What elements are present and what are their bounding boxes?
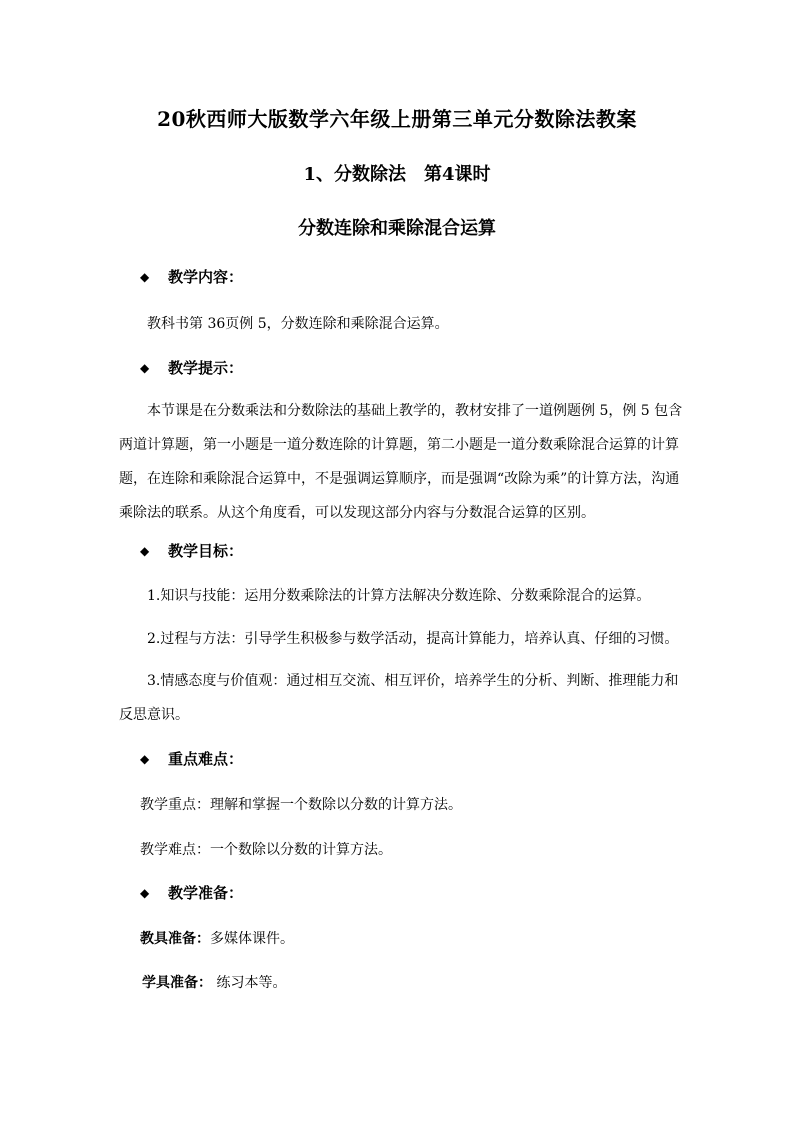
section-heading-content	[140, 266, 243, 287]
section-heading-label: 教学内容：	[168, 268, 244, 286]
teacher-prep	[140, 928, 294, 948]
section-heading-key	[140, 748, 243, 769]
section-heading-label: 教学提示：	[168, 359, 244, 377]
diamond-bullet-icon: ◆	[140, 885, 150, 900]
lesson-subtitle: 1、分数除法 第4课时	[303, 164, 491, 185]
teacher-prep-text: 多媒体课件。	[210, 931, 294, 947]
student-prep-text: 练习本等。	[212, 975, 287, 991]
section-heading-label: 重点难点：	[168, 750, 244, 768]
section-heading-goals	[140, 540, 243, 561]
lesson-topic: 分数连除和乘除混合运算	[298, 218, 496, 239]
section-heading-label: 教学准备：	[168, 884, 244, 902]
diamond-bullet-icon: ◆	[140, 269, 150, 284]
key-point-text: 教学重点：理解和掌握一个数除以分数的计算方法。	[140, 797, 462, 813]
difficulty-text: 教学难点：一个数除以分数的计算方法。	[140, 842, 392, 858]
diamond-bullet-icon: ◆	[140, 543, 150, 558]
goal-item: 1.知识与技能：运用分数乘除法的计算方法解决分数连除、分数乘除混合的运算。	[147, 588, 651, 604]
hint-paragraph: 本节课是在分数乘法和分数除法的基础上教学的，教材安排了一道例题例 5，例 5 包含两道计算题，第一小题是一道分数连除的计算题，第二小题是一道分数乘除混合运算的计算题，在连除和乘除混合运算中，不是强调运算顺序，而是强调“改除为乘”的计算方法，沟通乘除法的联系。从这个角度看，可以发现这部分内容与分数混合运算的区别。	[119, 403, 683, 521]
document-title: 20秋西师大版数学六年级上册第三单元分数除法教案	[157, 107, 637, 131]
section-heading-label: 教学目标：	[168, 542, 244, 560]
student-prep	[142, 972, 286, 992]
teacher-prep-label: 教具准备：	[140, 931, 210, 947]
section-heading-hint	[140, 357, 243, 378]
diamond-bullet-icon: ◆	[140, 360, 150, 375]
student-prep-label: 学具准备：	[142, 975, 212, 991]
goal-item: 2.过程与方法：引导学生积极参与数学活动，提高计算能力，培养认真、仔细的习惯。	[147, 631, 679, 647]
section-heading-prep	[140, 882, 243, 903]
diamond-bullet-icon: ◆	[140, 751, 150, 766]
goal-item: 3.情感态度与价值观：通过相互交流、相互评价，培养学生的分析、判断、推理能力和反思意识。	[119, 673, 679, 723]
content-text: 教科书第 36页例 5，分数连除和乘除混合运算。	[147, 316, 449, 332]
